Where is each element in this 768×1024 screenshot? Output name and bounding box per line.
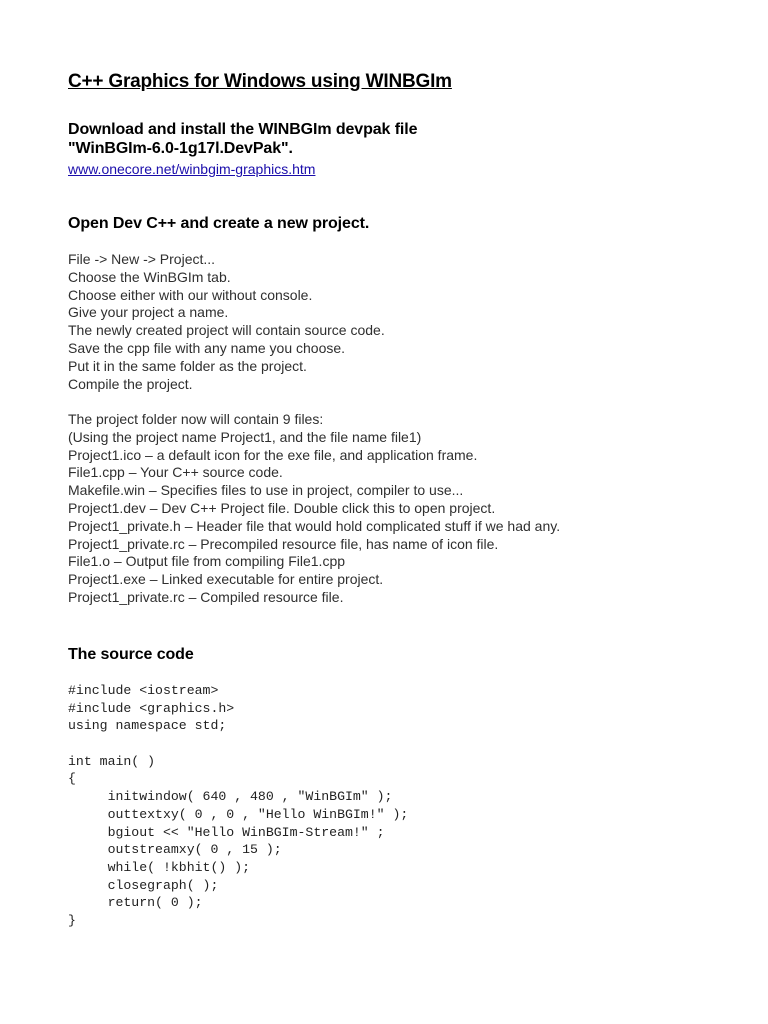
download-heading-line1: Download and install the WINBGIm devpak file — [68, 121, 418, 138]
list-item: File -> New -> Project... — [68, 251, 216, 267]
list-item: Put it in the same folder as the project. — [68, 357, 307, 374]
download-heading-line2: "WinBGIm-6.0-1g17l.DevPak". — [68, 140, 293, 157]
list-item: Project1.exe – Linked executable for entire project. — [68, 571, 384, 588]
list-item: File1.cpp – Your C++ source code. — [68, 464, 283, 481]
project-files-list — [68, 411, 560, 607]
page-title: C++ Graphics for Windows using WINBGIm — [68, 71, 452, 92]
source-code-block — [68, 682, 408, 930]
list-item: Compile the project. — [68, 375, 193, 392]
code-line: { — [68, 771, 76, 787]
list-item: Choose the WinBGIm tab. — [68, 268, 231, 285]
code-line: } — [68, 912, 76, 928]
list-item: Project1_private.rc – Precompiled resource file, has name of icon file. — [68, 535, 499, 552]
code-line: using namespace std; — [68, 718, 227, 734]
code-line — [68, 735, 408, 753]
code-line: closegraph( ); — [68, 877, 219, 893]
code-line: #include <graphics.h> — [68, 700, 235, 716]
source-code-heading: The source code — [68, 646, 194, 663]
list-item: Project1_private.h – Header file that would hold complicated stuff if we had any. — [68, 517, 561, 534]
code-line: outtextxy( 0 , 0 , "Hello WinBGIm!" ); — [68, 806, 409, 822]
code-line: while( !kbhit() ); — [68, 859, 251, 875]
download-link[interactable]: www.onecore.net/winbgim-graphics.htm — [68, 161, 316, 177]
list-item: Project1.dev – Dev C++ Project file. Double click this to open project. — [68, 499, 496, 516]
code-line: return( 0 ); — [68, 895, 203, 911]
list-item: The newly created project will contain source code. — [68, 322, 385, 339]
list-item: Give your project a name. — [68, 304, 229, 321]
list-item: (Using the project name Project1, and the file name file1) — [68, 428, 422, 445]
project-steps-list — [68, 251, 385, 393]
list-item: Project1_private.rc – Compiled resource file. — [68, 588, 344, 605]
code-line: bgiout << "Hello WinBGIm-Stream!" ; — [68, 824, 385, 840]
list-item: The project folder now will contain 9 files: — [68, 411, 324, 427]
open-project-heading: Open Dev C++ and create a new project. — [68, 215, 370, 232]
list-item: Project1.ico – a default icon for the exe file, and application frame. — [68, 446, 478, 463]
list-item: Choose either with our without console. — [68, 286, 313, 303]
code-line: #include <iostream> — [68, 683, 219, 698]
list-item: Makefile.win – Specifies files to use in project, compiler to use... — [68, 482, 464, 499]
code-line: outstreamxy( 0 , 15 ); — [68, 842, 282, 858]
code-line: int main( ) — [68, 753, 156, 769]
list-item: File1.o – Output file from compiling File1.cpp — [68, 553, 346, 570]
code-line: initwindow( 640 , 480 , "WinBGIm" ); — [68, 789, 393, 805]
list-item: Save the cpp file with any name you choose. — [68, 339, 346, 356]
